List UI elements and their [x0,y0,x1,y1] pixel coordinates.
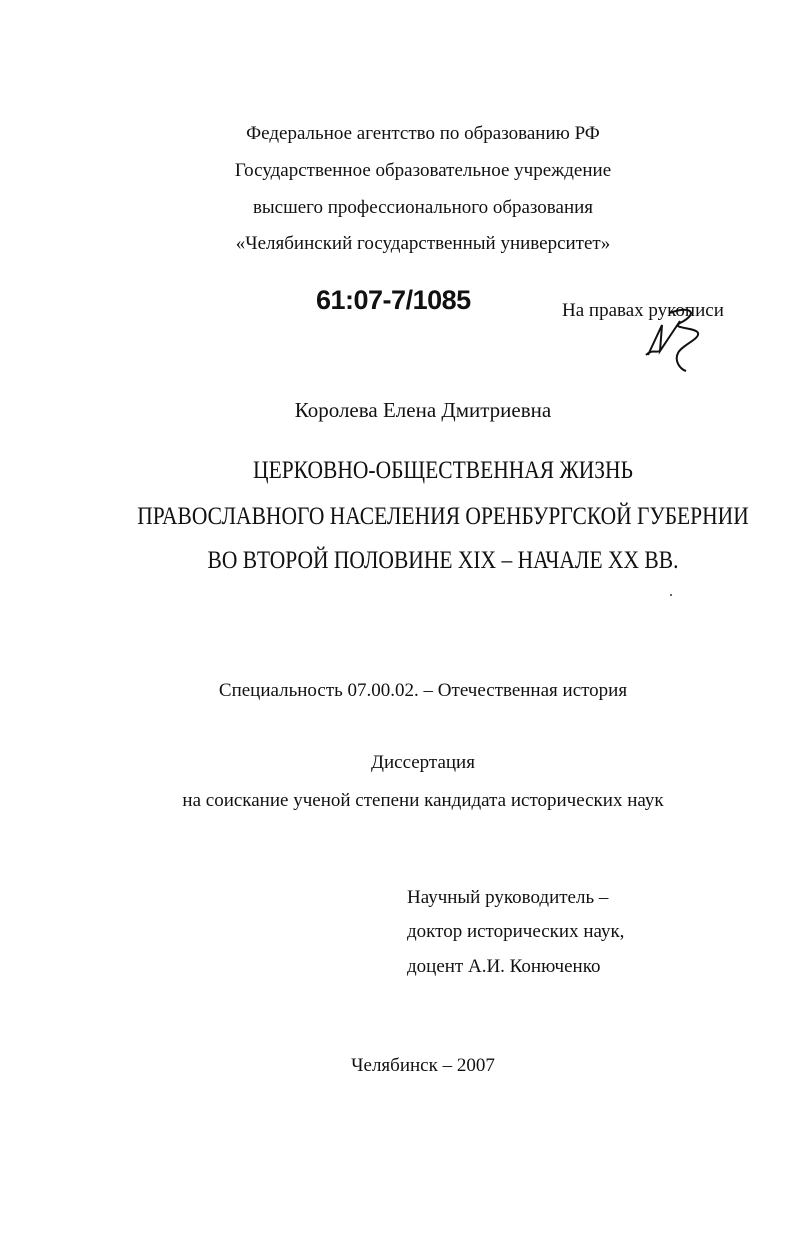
scan-speck [670,594,672,596]
supervisor-name: доцент А.И. Конюченко [407,956,601,977]
supervisor-role: Научный руководитель – [407,887,609,908]
education-level-line: высшего профессионального образования [252,197,594,218]
signature-icon [640,303,710,375]
title-line-1: ЦЕРКОВНО-ОБЩЕСТВЕННАЯ ЖИЗНЬ [253,457,633,484]
specialty: Специальность 07.00.02. – Отечественная история [218,680,628,701]
registry-code: 61:07-7/1085 [316,285,471,315]
supervisor-degree: доктор исторических наук, [407,921,625,942]
work-type: Диссертация [371,752,475,773]
title-line-3: ВО ВТОРОЙ ПОЛОВИНЕ XIX – НАЧАЛЕ XX ВВ. [207,547,679,574]
agency-line: Федеральное агентство по образованию РФ [246,123,600,144]
place-year: Челябинск – 2007 [351,1055,495,1076]
degree: на соискание ученой степени кандидата исторических наук [182,790,664,811]
manuscript-note: На правах рукописи [562,300,724,321]
author-name: Королева Елена Дмитриевна [294,398,552,422]
title-line-2: ПРАВОСЛАВНОГО НАСЕЛЕНИЯ ОРЕНБУРГСКОЙ ГУБЕРНИИ [137,503,749,530]
institution-type-line: Государственное образовательное учреждение [234,160,612,181]
university-line: «Челябинский государственный университет» [235,233,611,254]
